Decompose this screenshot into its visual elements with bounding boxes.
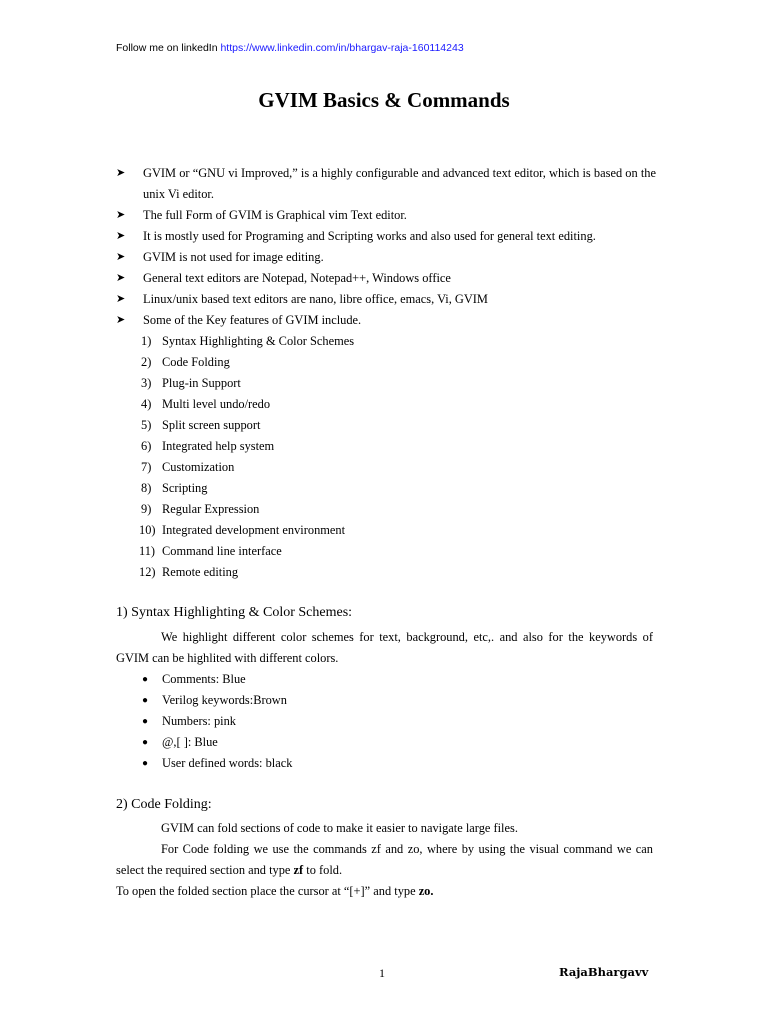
intro-bullet: ➤ The full Form of GVIM is Graphical vim Text editor. [116, 205, 656, 226]
feature-list [116, 331, 656, 583]
dot-bullet-icon: ● [142, 758, 149, 769]
list-item: 5) Split screen support [141, 418, 261, 432]
list-item: 8) Scripting [141, 481, 208, 495]
footer-author: RajaBhargavv [559, 965, 649, 979]
list-item: 2) Code Folding [141, 355, 230, 369]
list-item: ● Numbers: pink [116, 711, 653, 732]
arrowhead-bullet-icon: ➤ [116, 272, 126, 284]
arrowhead-bullet-icon: ➤ [116, 230, 126, 242]
section-folding-body [116, 818, 653, 902]
linkedin-header [116, 42, 464, 54]
intro-bullet: ➤ Linux/unix based text editors are nano, libre office, emacs, Vi, GVIM [116, 289, 656, 310]
list-item: ● User defined words: black [116, 753, 653, 774]
page-number: 1 [379, 966, 385, 980]
section-heading-syntax: 1) Syntax Highlighting & Color Schemes: [116, 605, 353, 620]
color-list [116, 669, 653, 774]
list-item: ● Verilog keywords:Brown [116, 690, 653, 711]
list-item: ● @,[ ]: Blue [116, 732, 653, 753]
dot-bullet-icon: ● [142, 674, 149, 685]
intro-bullet-list [116, 163, 656, 583]
intro-bullet: ➤ General text editors are Notepad, Notepad++, Windows office [116, 268, 656, 289]
list-item: 1) Syntax Highlighting & Color Schemes [141, 334, 355, 348]
paragraph: GVIM can fold sections of code to make it easier to navigate large files. [161, 821, 518, 835]
intro-bullet: ➤ GVIM is not used for image editing. [116, 247, 656, 268]
header-prefix: Follow me on linkedIn [116, 42, 221, 54]
arrowhead-bullet-icon: ➤ [116, 209, 126, 221]
intro-bullet: ➤ GVIM or “GNU vi Improved,” is a highly configurable and advanced text editor, which is based on the unix Vi editor. [116, 163, 656, 205]
dot-bullet-icon: ● [142, 716, 149, 727]
list-item: 9) Regular Expression [141, 502, 260, 516]
list-item: 10) Integrated development environment [139, 523, 346, 537]
list-item: ● Comments: Blue [116, 669, 653, 690]
dot-bullet-icon: ● [142, 737, 149, 748]
page-title: GVIM Basics & Commands [258, 88, 510, 112]
list-item: 3) Plug-in Support [141, 376, 241, 390]
arrowhead-bullet-icon: ➤ [116, 251, 126, 263]
list-item: 4) Multi level undo/redo [141, 397, 271, 411]
paragraph: For Code folding we use the commands zf and zo, where by using the visual command we can select the required section and type zf to fold. [116, 842, 653, 877]
paragraph: To open the folded section place the cursor at “[+]” and type zo. [116, 884, 434, 898]
list-item: 6) Integrated help system [141, 439, 275, 453]
intro-bullet: ➤ Some of the Key features of GVIM include. [116, 310, 656, 331]
linkedin-link[interactable]: https://www.linkedin.com/in/bhargav-raja-160114243 [220, 42, 464, 54]
section-heading-folding: 2) Code Folding: [116, 797, 212, 812]
list-item: 12) Remote editing [139, 565, 239, 579]
arrowhead-bullet-icon: ➤ [116, 167, 126, 179]
arrowhead-bullet-icon: ➤ [116, 293, 126, 305]
dot-bullet-icon: ● [142, 695, 149, 706]
paragraph: We highlight different color schemes for text, background, etc,. and also for the keywords of GVIM can be highlited with different colors. [116, 630, 653, 665]
arrowhead-bullet-icon: ➤ [116, 314, 126, 326]
list-item: 7) Customization [141, 460, 235, 474]
list-item: 11) Command line interface [139, 544, 282, 558]
intro-bullet: ➤ It is mostly used for Programing and Scripting works and also used for general text editing. [116, 226, 656, 247]
section-syntax-body [116, 627, 653, 774]
